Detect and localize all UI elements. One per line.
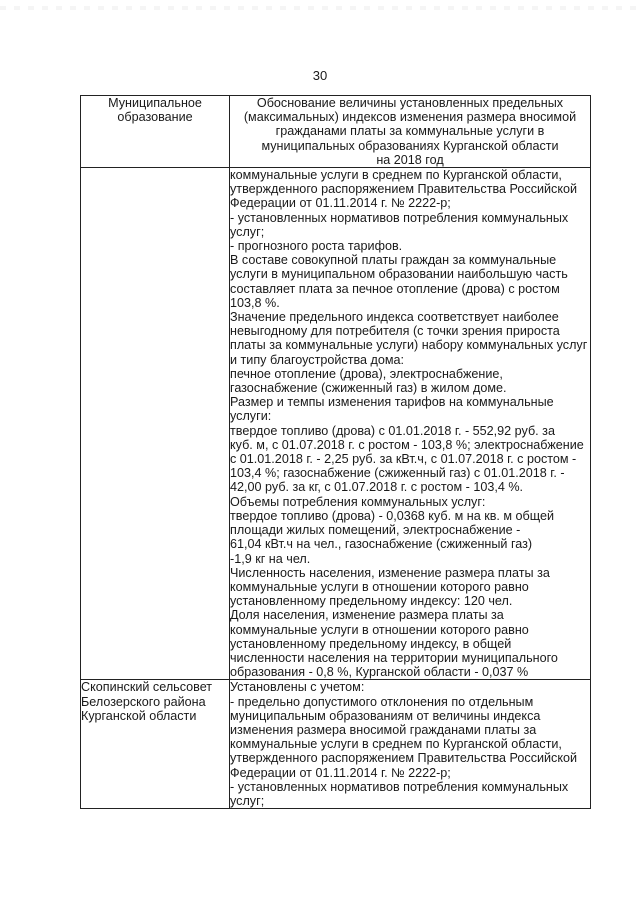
text-line: Численность населения, изменение размера платы за (230, 565, 550, 580)
text-line: Размер и темпы изменения тарифов на коммунальные (230, 395, 554, 410)
text-line: (максимальных) индексов изменения размера вносимой (243, 110, 577, 125)
table-row (81, 680, 591, 809)
text-line: печное отопление (дрова), электроснабжение, (230, 366, 503, 381)
text-line: коммунальные услуги в отношении которого равно (230, 622, 529, 637)
text-line: 42,00 руб. за кг, с 01.07.2018 г. с ростом - 103,4 %. (230, 480, 524, 495)
text-line: численности населения на территории муниципального (230, 650, 558, 665)
text-line: - прогнозного роста тарифов. (230, 239, 403, 254)
text-line: платы за коммунальные услуги) набору коммунальных услуг (230, 338, 588, 353)
text-line: Федерации от 01.11.2014 г. № 2222-р; (230, 196, 451, 211)
text-line: утвержденного распоряжением Правительства Российской (230, 182, 578, 197)
text-line: - предельно допустимого отклонения по отдельным (230, 694, 534, 709)
text-line: газоснабжение (сжиженный газ) в жилом доме. (230, 381, 507, 396)
text-line: услуг; (230, 224, 265, 239)
text-line: утвержденного распоряжением Правительства Российской (230, 751, 578, 766)
text-line: твердое топливо (дрова) - 0,0368 куб. м на кв. м общей (230, 508, 555, 523)
row1-municipality-cell (81, 168, 230, 680)
page-number: 30 (312, 68, 328, 83)
text-line: Белозерского района (81, 694, 206, 709)
text-line: невыгодному для потребителя (с точки зрения прироста (230, 324, 560, 339)
text-line: услуг; (230, 793, 265, 808)
text-line: изменения размера вносимой гражданами платы за (230, 722, 537, 737)
text-line: с 01.01.2018 г. - 2,25 руб. за кВт.ч, с 01.07.2018 г. с ростом - (230, 452, 577, 467)
header-municipality (81, 96, 230, 168)
text-line: установленному предельному индексу: 120 чел. (230, 594, 513, 609)
text-line: 103,4 %; газоснабжение (сжиженный газ) с 01.01.2018 г. - (230, 466, 565, 481)
text-line: -1,9 кг на чел. (230, 551, 311, 566)
text-line: образования - 0,8 %, Курганской области - 0,037 % (230, 665, 529, 680)
text-line: куб. м, с 01.07.2018 г. с ростом - 103,8 %; электроснабжение (230, 437, 584, 452)
text-line: 61,04 кВт.ч на чел., газоснабжение (сжиженный газ) (230, 537, 533, 552)
row2-justification-cell (230, 680, 591, 809)
table-header-row (81, 96, 591, 168)
text-line: твердое топливо (дрова) с 01.01.2018 г. - 552,92 руб. за (230, 423, 555, 438)
table-row (81, 168, 591, 680)
text-line: коммунальные услуги в среднем по Курганской области, (230, 737, 562, 752)
text-line: составляет плата за печное отопление (дрова) с ростом (230, 281, 560, 296)
text-line: площади жилых помещений, электроснабжение - (230, 523, 521, 538)
text-line: Объемы потребления коммунальных услуг: (230, 494, 486, 509)
text-line: В составе совокупной платы граждан за коммунальные (230, 253, 557, 268)
text-line: гражданами платы за коммунальные услуги в (275, 124, 545, 139)
text-line: коммунальные услуги в отношении которого равно (230, 579, 529, 594)
text-line: - установленных нормативов потребления коммунальных (230, 210, 569, 225)
text-line: муниципальным образованиям от величины индекса (230, 708, 541, 723)
tariff-justification-table (80, 95, 591, 809)
text-line: Курганской области (81, 708, 197, 723)
text-line: - установленных нормативов потребления коммунальных (230, 779, 569, 794)
row1-justification-cell (230, 168, 591, 680)
text-line: коммунальные услуги в среднем по Курганской области, (230, 168, 562, 183)
header-justification (230, 96, 591, 168)
text-line: и типу благоустройства дома: (230, 352, 405, 367)
text-line: Федерации от 01.11.2014 г. № 2222-р; (230, 765, 451, 780)
scan-edge-artifact (0, 6, 640, 10)
text-line: Обоснование величины установленных предельных (256, 96, 564, 110)
text-line: на 2018 год (376, 152, 444, 167)
text-line: 103,8 %. (230, 295, 280, 310)
text-line: Муниципальное (108, 96, 202, 110)
text-line: Доля населения, изменение размера платы за (230, 608, 504, 623)
text-line: установленному предельному индексу, в общей (230, 636, 512, 651)
text-line: муниципальных образованиях Курганской области (261, 138, 559, 153)
text-line: услуги в муниципальном образовании наибольшую часть (230, 267, 568, 282)
text-line: Значение предельного индекса соответствует наиболее (230, 310, 559, 325)
row2-municipality-cell (81, 680, 230, 809)
text-line: образование (117, 110, 193, 125)
text-line: Установлены с учетом: (230, 680, 365, 695)
text-line: услуги: (230, 409, 272, 424)
text-line: Скопинский сельсовет (81, 680, 213, 695)
